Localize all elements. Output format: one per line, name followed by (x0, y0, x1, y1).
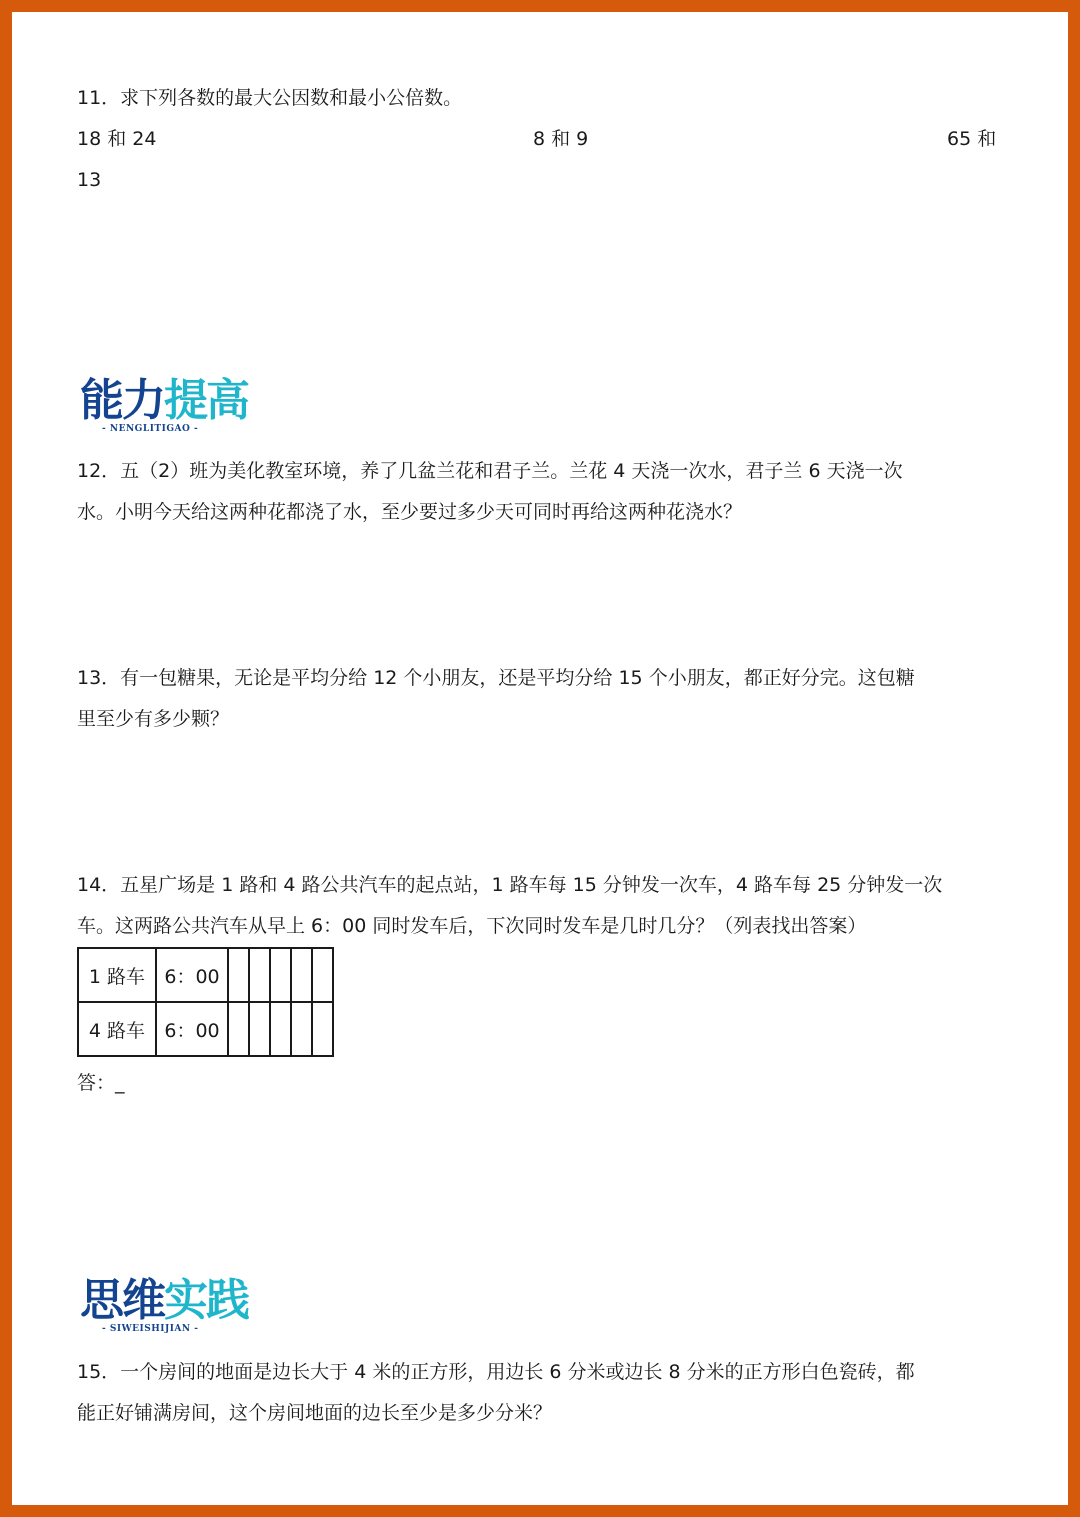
q12-line-2: 水。小明今天给这两种花都浇了水，至少要过多少天可同时再给这两种花浇水？ (77, 501, 743, 523)
q15-line-1: 15．一个房间的地面是边长大于 4 米的正方形，用边长 6 分米或边长 8 分米的正方形白色瓷砖，都 (77, 1361, 915, 1383)
banner-title-part-b: 实践 (164, 1275, 248, 1326)
table-row-label: 4 路车 (78, 1002, 156, 1056)
table-cell-blank (270, 1002, 291, 1056)
banner-title (80, 376, 248, 426)
table-row (78, 948, 333, 1002)
table-cell-blank (291, 948, 312, 1002)
table-cell-blank (249, 1002, 270, 1056)
q11-title: 11．求下列各数的最大公因数和最小公倍数。 (77, 87, 463, 109)
table-cell-blank (270, 948, 291, 1002)
banner-title (80, 1276, 248, 1326)
table-cell-blank (228, 1002, 249, 1056)
table-cell-blank (291, 1002, 312, 1056)
section-banner-ability (80, 376, 280, 440)
table-cell-first-time: 6：00 (156, 1002, 228, 1056)
banner-subtitle: - SIWEISHIJIAN - (102, 1324, 199, 1334)
q13-line-1: 13．有一包糖果，无论是平均分给 12 个小朋友，还是平均分给 15 个小朋友，都正好分完。这包糖 (77, 667, 915, 689)
q11-item-1: 18 和 24 (77, 128, 157, 150)
banner-title-part-a: 能力 (80, 375, 164, 426)
q14-line-2: 车。这两路公共汽车从早上 6：00 同时发车后，下次同时发车是几时几分？（列表找出答案） (77, 915, 867, 937)
q11-item-3-part2: 13 (77, 169, 102, 191)
banner-title-part-a: 思维 (80, 1275, 164, 1326)
table-cell-first-time: 6：00 (156, 948, 228, 1002)
q11-item-2: 8 和 9 (533, 128, 589, 150)
q12-line-1: 12．五（2）班为美化教室环境，养了几盆兰花和君子兰。兰花 4 天浇一次水，君子兰 6 天浇一次 (77, 460, 903, 482)
table-cell-blank (312, 1002, 333, 1056)
q14-line-1: 14．五星广场是 1 路和 4 路公共汽车的起点站，1 路车每 15 分钟发一次车，4 路车每 25 分钟发一次 (77, 874, 943, 896)
banner-subtitle: - NENGLITIGAO - (102, 424, 199, 434)
table-row-label: 1 路车 (78, 948, 156, 1002)
q14-answer: 答：_ (77, 1072, 125, 1094)
table-cell-blank (228, 948, 249, 1002)
table-cell-blank (312, 948, 333, 1002)
q13-line-2: 里至少有多少颗？ (77, 708, 230, 730)
section-banner-thinking (80, 1276, 280, 1340)
q11-item-3-part1: 65 和 (947, 128, 997, 150)
bus-schedule-table (77, 947, 334, 1057)
q15-line-2: 能正好铺满房间，这个房间地面的边长至少是多少分米？ (77, 1402, 553, 1424)
table-cell-blank (249, 948, 270, 1002)
banner-title-part-b: 提高 (164, 375, 248, 426)
table-row (78, 1002, 333, 1056)
